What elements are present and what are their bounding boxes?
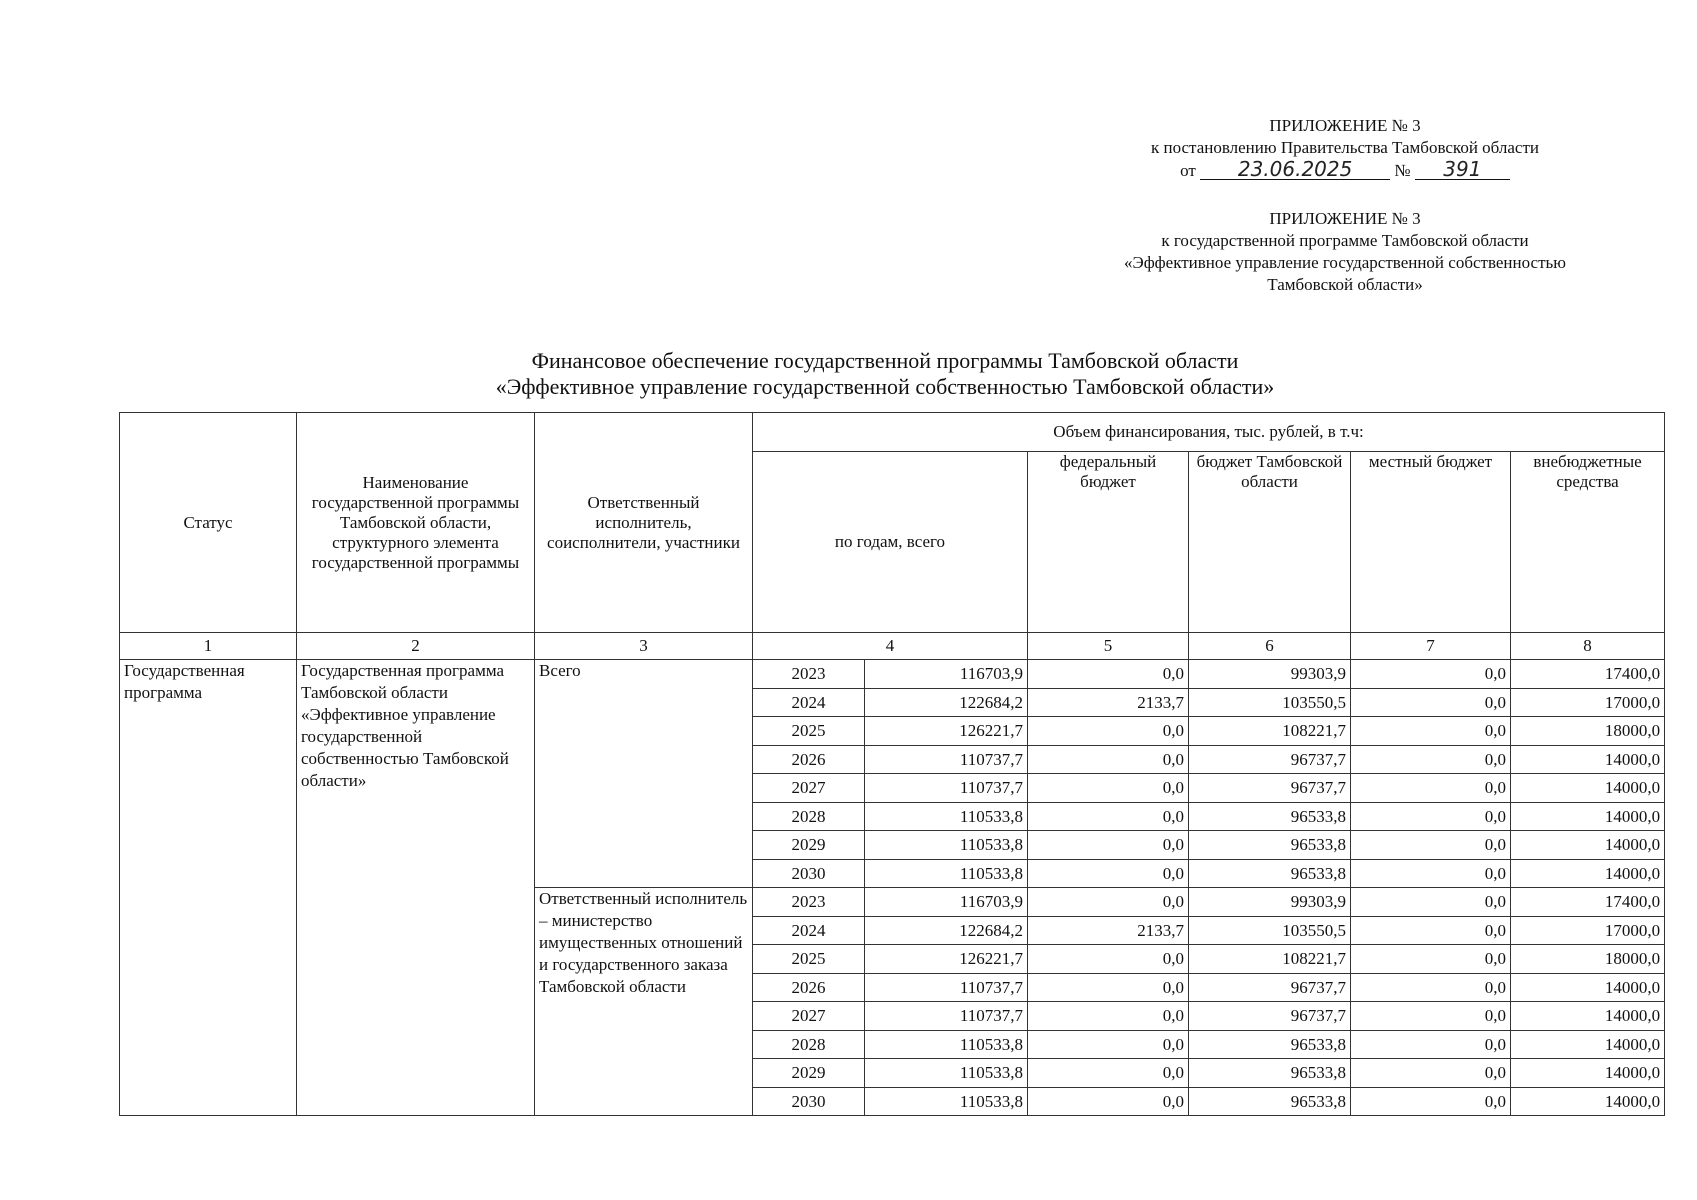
col-number: 7: [1351, 633, 1511, 660]
regional-cell: 99303,9: [1189, 660, 1351, 689]
local-cell: 0,0: [1351, 916, 1511, 945]
total-cell: 122684,2: [865, 916, 1028, 945]
program-appendix-line1: ПРИЛОЖЕНИЕ № 3: [1269, 209, 1421, 228]
total-cell: 110533,8: [865, 1059, 1028, 1088]
extra-cell: 14000,0: [1511, 1059, 1665, 1088]
total-cell: 110737,7: [865, 745, 1028, 774]
year-cell: 2025: [753, 717, 865, 746]
local-cell: 0,0: [1351, 859, 1511, 888]
year-cell: 2024: [753, 916, 865, 945]
extra-cell: 14000,0: [1511, 1002, 1665, 1031]
extra-cell: 18000,0: [1511, 717, 1665, 746]
header-responsible: Ответственный исполнитель, соисполнители, участники: [535, 413, 753, 633]
regional-cell: 96533,8: [1189, 1087, 1351, 1116]
local-cell: 0,0: [1351, 745, 1511, 774]
total-cell: 110533,8: [865, 1030, 1028, 1059]
extra-cell: 18000,0: [1511, 945, 1665, 974]
federal-cell: 0,0: [1028, 1087, 1189, 1116]
local-cell: 0,0: [1351, 945, 1511, 974]
federal-cell: 0,0: [1028, 774, 1189, 803]
regional-cell: 96533,8: [1189, 1059, 1351, 1088]
local-cell: 0,0: [1351, 660, 1511, 689]
col-number: 8: [1511, 633, 1665, 660]
responsible-cell: Ответственный исполнитель – министерство имущественных отношений и государственного заказа Тамбовской области: [535, 888, 753, 1116]
federal-cell: 0,0: [1028, 802, 1189, 831]
responsible-cell: Всего: [535, 660, 753, 888]
financing-table: [119, 412, 1665, 1116]
federal-cell: 0,0: [1028, 945, 1189, 974]
extra-cell: 14000,0: [1511, 859, 1665, 888]
extra-cell: 14000,0: [1511, 1030, 1665, 1059]
extra-cell: 17000,0: [1511, 916, 1665, 945]
decree-appendix-line1: ПРИЛОЖЕНИЕ № 3: [1269, 116, 1421, 135]
federal-cell: 0,0: [1028, 859, 1189, 888]
year-cell: 2023: [753, 660, 865, 689]
year-cell: 2026: [753, 973, 865, 1002]
federal-cell: 2133,7: [1028, 916, 1189, 945]
col-number: 6: [1189, 633, 1351, 660]
regional-cell: 96533,8: [1189, 831, 1351, 860]
federal-cell: 0,0: [1028, 831, 1189, 860]
year-cell: 2029: [753, 1059, 865, 1088]
local-cell: 0,0: [1351, 717, 1511, 746]
year-cell: 2029: [753, 831, 865, 860]
regional-cell: 96737,7: [1189, 973, 1351, 1002]
date-prefix: от: [1180, 161, 1196, 180]
header-extra: внебюджетные средства: [1511, 452, 1665, 633]
total-cell: 122684,2: [865, 688, 1028, 717]
col-number: 4: [753, 633, 1028, 660]
col-number: 1: [120, 633, 297, 660]
regional-cell: 96533,8: [1189, 859, 1351, 888]
program-appendix-line2: к государственной программе Тамбовской области: [1161, 231, 1529, 250]
regional-cell: 108221,7: [1189, 717, 1351, 746]
financing-table-body: [120, 660, 1665, 1116]
extra-cell: 17400,0: [1511, 888, 1665, 917]
local-cell: 0,0: [1351, 688, 1511, 717]
regional-cell: 96737,7: [1189, 774, 1351, 803]
number-prefix: №: [1394, 161, 1411, 180]
year-cell: 2027: [753, 774, 865, 803]
federal-cell: 0,0: [1028, 717, 1189, 746]
header-local: местный бюджет: [1351, 452, 1511, 633]
year-cell: 2026: [753, 745, 865, 774]
federal-cell: 0,0: [1028, 888, 1189, 917]
total-cell: 110533,8: [865, 802, 1028, 831]
federal-cell: 0,0: [1028, 1059, 1189, 1088]
header-status: Статус: [120, 413, 297, 633]
header-name: Наименование государственной программы Тамбовской области, структурного элемента государственной программы: [297, 413, 535, 633]
year-cell: 2027: [753, 1002, 865, 1031]
local-cell: 0,0: [1351, 802, 1511, 831]
handwritten-date: 23.06.2025: [1200, 159, 1390, 180]
regional-cell: 103550,5: [1189, 916, 1351, 945]
header-by-years: по годам, всего: [753, 452, 1028, 633]
extra-cell: 14000,0: [1511, 774, 1665, 803]
program-appendix-header: [1050, 208, 1640, 296]
program-appendix-line4: Тамбовской области»: [1267, 275, 1423, 294]
total-cell: 110737,7: [865, 774, 1028, 803]
year-cell: 2030: [753, 1087, 865, 1116]
column-numbers-row: [120, 633, 1665, 660]
regional-cell: 96533,8: [1189, 1030, 1351, 1059]
regional-cell: 108221,7: [1189, 945, 1351, 974]
regional-cell: 96737,7: [1189, 745, 1351, 774]
regional-cell: 99303,9: [1189, 888, 1351, 917]
extra-cell: 14000,0: [1511, 973, 1665, 1002]
extra-cell: 14000,0: [1511, 1087, 1665, 1116]
total-cell: 116703,9: [865, 888, 1028, 917]
year-cell: 2028: [753, 802, 865, 831]
extra-cell: 14000,0: [1511, 745, 1665, 774]
local-cell: 0,0: [1351, 1002, 1511, 1031]
total-cell: 110737,7: [865, 1002, 1028, 1031]
year-cell: 2028: [753, 1030, 865, 1059]
program-name-cell: Государственная программа Тамбовской области «Эффективное управление государственной собственностью Тамбовской области»: [297, 660, 535, 1116]
extra-cell: 17400,0: [1511, 660, 1665, 689]
federal-cell: 0,0: [1028, 660, 1189, 689]
total-cell: 126221,7: [865, 717, 1028, 746]
program-appendix-line3: «Эффективное управление государственной собственностью: [1124, 253, 1566, 272]
header-regional: бюджет Тамбовской области: [1189, 452, 1351, 633]
year-cell: 2023: [753, 888, 865, 917]
handwritten-number: 391: [1415, 159, 1510, 180]
decree-date-number-line: [1085, 159, 1605, 182]
total-cell: 110737,7: [865, 973, 1028, 1002]
year-cell: 2025: [753, 945, 865, 974]
local-cell: 0,0: [1351, 774, 1511, 803]
title-line2: «Эффективное управление государственной собственностью Тамбовской области»: [495, 374, 1275, 399]
regional-cell: 96737,7: [1189, 1002, 1351, 1031]
col-number: 5: [1028, 633, 1189, 660]
decree-appendix-header: [1085, 115, 1605, 182]
local-cell: 0,0: [1351, 1059, 1511, 1088]
federal-cell: 0,0: [1028, 745, 1189, 774]
extra-cell: 14000,0: [1511, 802, 1665, 831]
year-cell: 2024: [753, 688, 865, 717]
total-cell: 126221,7: [865, 945, 1028, 974]
federal-cell: 0,0: [1028, 1002, 1189, 1031]
local-cell: 0,0: [1351, 973, 1511, 1002]
local-cell: 0,0: [1351, 831, 1511, 860]
title-line1: Финансовое обеспечение государственной программы Тамбовской области: [531, 348, 1239, 373]
total-cell: 110533,8: [865, 859, 1028, 888]
table-row: [120, 660, 1665, 689]
extra-cell: 14000,0: [1511, 831, 1665, 860]
total-cell: 116703,9: [865, 660, 1028, 689]
federal-cell: 0,0: [1028, 973, 1189, 1002]
col-number: 2: [297, 633, 535, 660]
header-funding: Объем финансирования, тыс. рублей, в т.ч:: [753, 413, 1665, 452]
local-cell: 0,0: [1351, 888, 1511, 917]
extra-cell: 17000,0: [1511, 688, 1665, 717]
regional-cell: 96533,8: [1189, 802, 1351, 831]
federal-cell: 0,0: [1028, 1030, 1189, 1059]
federal-cell: 2133,7: [1028, 688, 1189, 717]
total-cell: 110533,8: [865, 831, 1028, 860]
status-cell: Государственная программа: [120, 660, 297, 1116]
decree-appendix-line2: к постановлению Правительства Тамбовской области: [1150, 138, 1540, 157]
local-cell: 0,0: [1351, 1087, 1511, 1116]
regional-cell: 103550,5: [1189, 688, 1351, 717]
header-federal: федеральный бюджет: [1028, 452, 1189, 633]
year-cell: 2030: [753, 859, 865, 888]
document-title: [120, 348, 1650, 400]
total-cell: 110533,8: [865, 1087, 1028, 1116]
col-number: 3: [535, 633, 753, 660]
local-cell: 0,0: [1351, 1030, 1511, 1059]
